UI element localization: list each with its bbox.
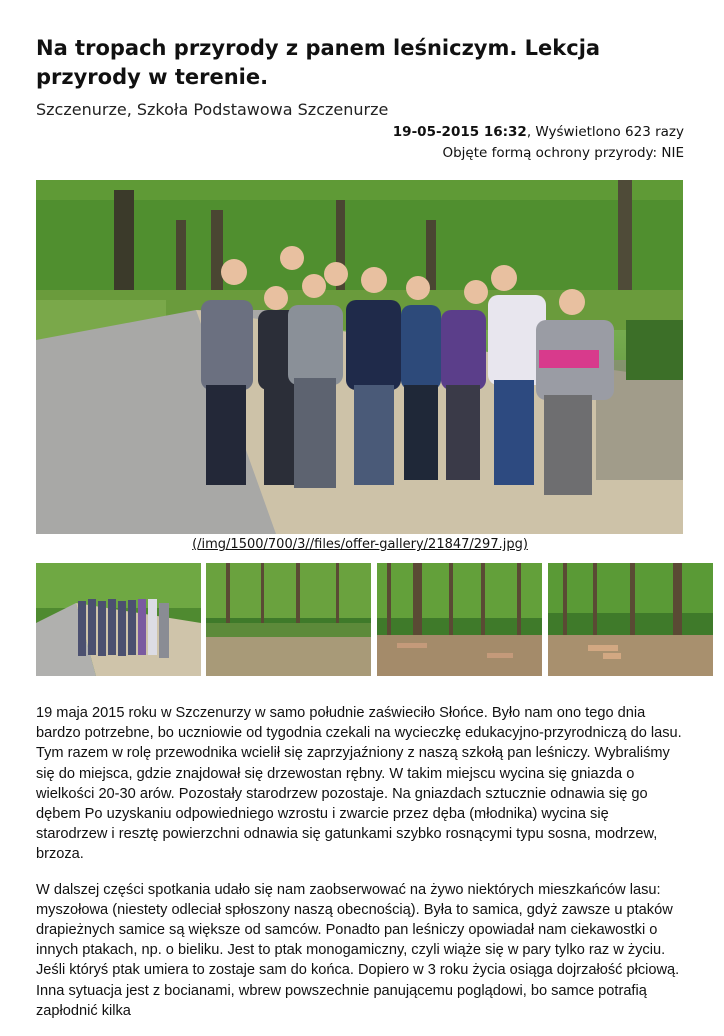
thumbnail-2[interactable] bbox=[206, 563, 371, 676]
article-paragraph: W dalszej części spotkania udało się nam zaobserwować na żywo niektórych mieszkańców lasu: myszołowa (niestety odleciał spłoszony naszą obecnością). Była to samica, gdyż zawsze u ptaków drapieżnych samice są większe od samców. Ponadto pan leśniczy opowiadał nam ciekawostki o innych ptakach, np. o bieliku. Jest to ptak monogamiczny, czyli wiąże się w pary tylko raz w życiu. Jeśli któryś ptak umiera to zostaje sam do końca. Dopiero w 3 roku życia osiąga dojrzałość płciową. Inna sytuacja jest z bocianami, wbrew powszechnie panującemu poglądowi, bo samce potrafią zapłodnić kilka bbox=[36, 881, 680, 1019]
article-meta bbox=[393, 122, 684, 164]
image-caption-link[interactable]: (/img/1500/700/3//files/offer-gallery/21847/297.jpg) bbox=[192, 537, 528, 552]
article-title: Na tropach przyrody z panem leśniczym. Lekcja przyrody w terenie. bbox=[36, 36, 601, 89]
thumbnail-3[interactable] bbox=[377, 563, 542, 676]
thumbnail-1[interactable] bbox=[36, 563, 201, 676]
article-protection: Objęte formą ochrony przyrody: NIE bbox=[442, 145, 684, 161]
article-date: 19-05-2015 16:32 bbox=[392, 124, 527, 140]
article-paragraph: 19 maja 2015 roku w Szczenurzy w samo południe zaświeciło Słońce. Było nam ono tego dnia bardzo potrzebne, bo uczniowie od tygodnia czekali na wycieczkę edukacyjno-przyrodniczą do lasu. Tym razem w rolę przewodnika wcielił się zaprzyjaźniony z naszą szkołą pan leśniczy. Wybraliśmy się do miejsca, gdzie znajdował się drzewostan rębny. W takim miejscu wycina się gniazda o wielkości 20-30 arów. Pozostały starodrzew pozostaje. Na gniazdach sztucznie odnawia się go dębem Po uzyskaniu odpowiedniego wzrostu i zwarcie przez dęba (młodnika) wycina się starodrzew i resztę powierzchni odnawia się gatunkami szybko rosnącymi typu sosna, modrzew, brzoza. bbox=[36, 705, 682, 863]
article-views: , Wyświetlono 623 razy bbox=[526, 124, 684, 140]
image-caption[interactable] bbox=[36, 536, 684, 554]
thumbnail-gallery bbox=[36, 563, 684, 676]
hero-photo[interactable] bbox=[36, 180, 683, 534]
thumbnail-4[interactable] bbox=[548, 563, 713, 676]
article-body bbox=[36, 703, 684, 1036]
article-subtitle: Szczenurze, Szkoła Podstawowa Szczenurze bbox=[36, 100, 389, 119]
